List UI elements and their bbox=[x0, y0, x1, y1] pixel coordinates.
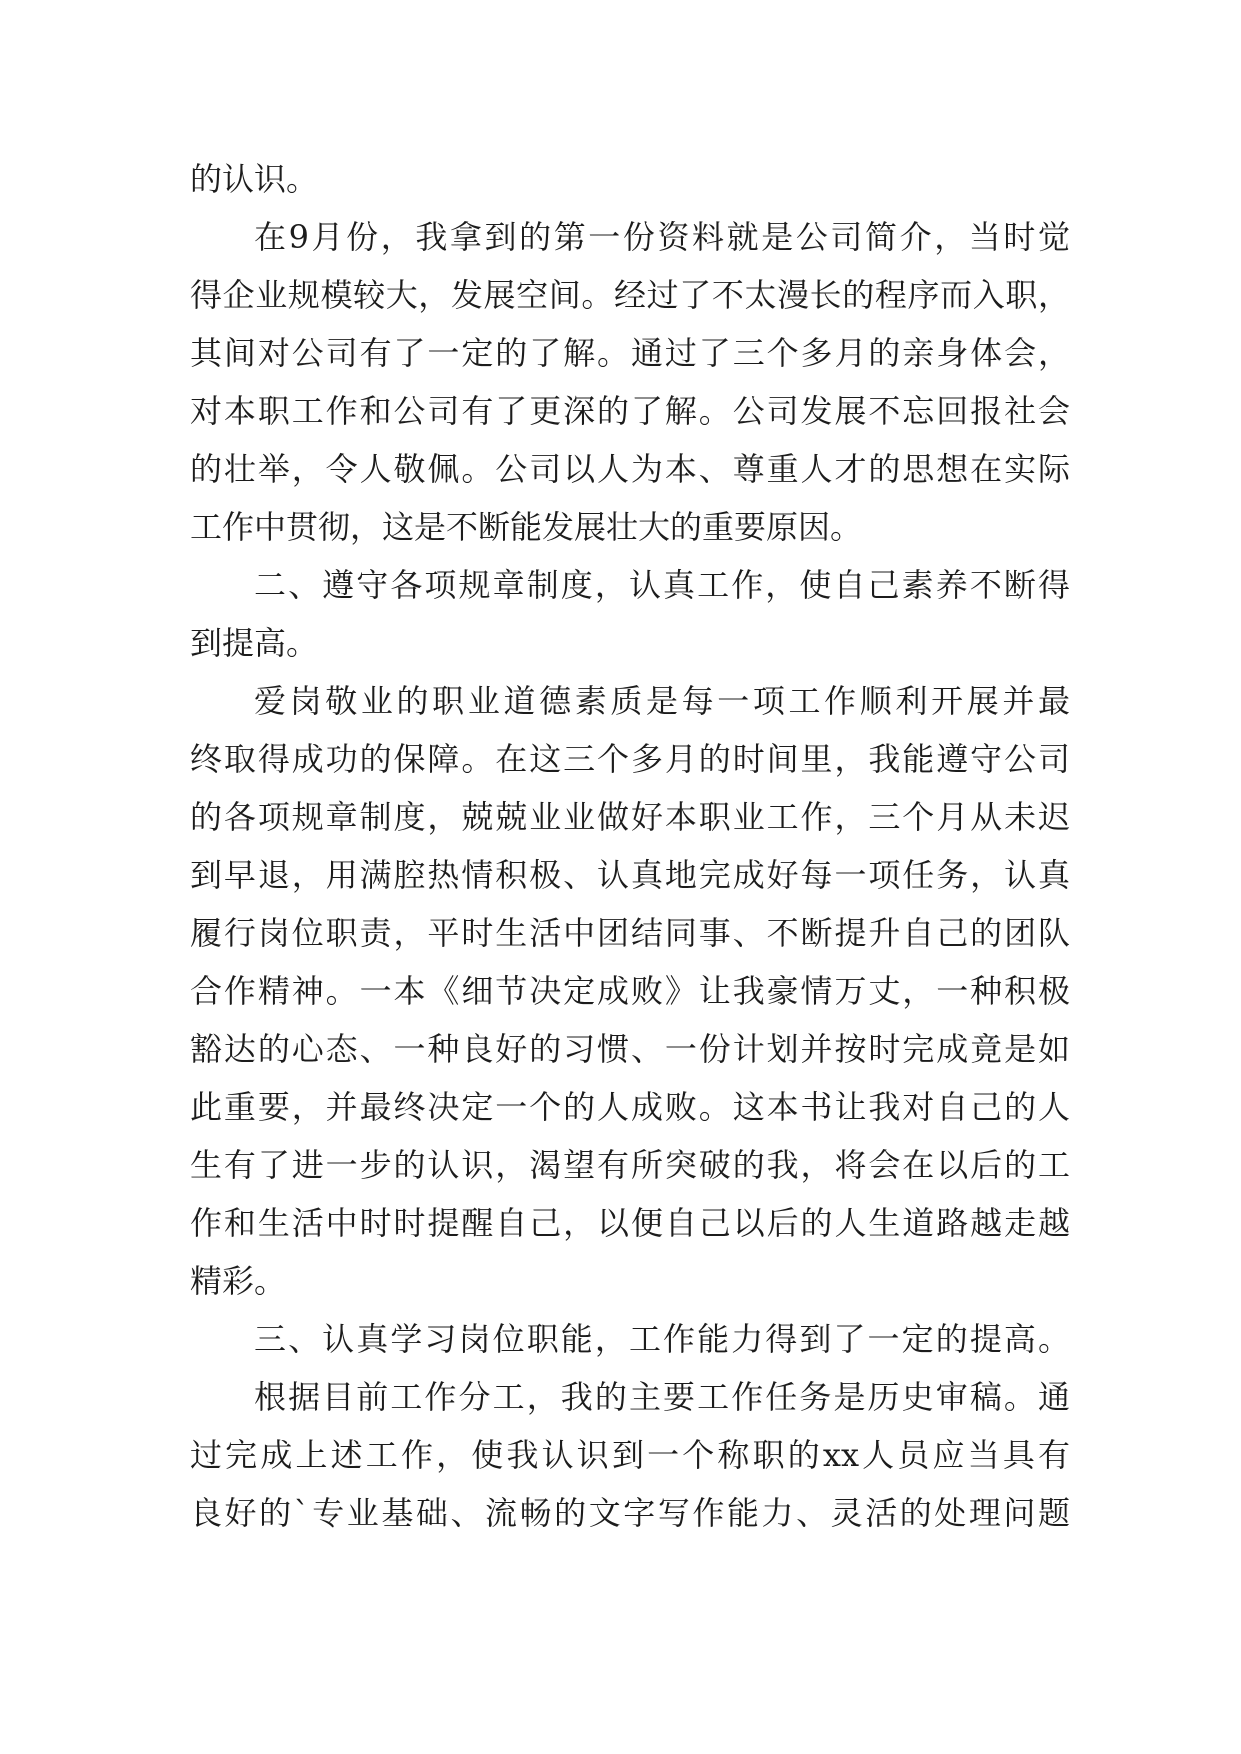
section-heading-2: 二、遵守各项规章制度，认真工作，使自己素养不断得 bbox=[254, 566, 1070, 604]
text-line: 的壮举，令人敬佩。公司以人为本、尊重人才的思想在实际 bbox=[190, 450, 1070, 488]
text-line: 的各项规章制度，兢兢业业做好本职业工作，三个月从未迟 bbox=[190, 798, 1070, 836]
text-line: 的认识。 bbox=[190, 160, 319, 198]
text-line: 作和生活中时时提醒自己，以便自己以后的人生道路越走越 bbox=[190, 1204, 1070, 1242]
section-heading-2-continued: 到提高。 bbox=[190, 624, 319, 662]
body-text bbox=[190, 150, 1070, 1542]
text-line: 工作中贯彻，这是不断能发展壮大的重要原因。 bbox=[190, 508, 863, 546]
text-line: 过完成上述工作，使我认识到一个称职的xx人员应当具有 bbox=[190, 1436, 1070, 1474]
text-line: 合作精神。一本《细节决定成败》让我豪情万丈，一种积极 bbox=[190, 972, 1070, 1010]
text-line: 到早退，用满腔热情积极、认真地完成好每一项任务，认真 bbox=[190, 856, 1070, 894]
paragraph-first-line: 在9月份，我拿到的第一份资料就是公司简介，当时觉 bbox=[254, 218, 1070, 256]
text-line: 良好的`专业基础、流畅的文字写作能力、灵活的处理问题 bbox=[190, 1494, 1070, 1532]
text-line: 精彩。 bbox=[190, 1262, 287, 1300]
text-line: 生有了进一步的认识，渴望有所突破的我，将会在以后的工 bbox=[190, 1146, 1070, 1184]
section-heading-3: 三、认真学习岗位职能，工作能力得到了一定的提高。 bbox=[254, 1320, 1070, 1358]
paragraph-first-line: 根据目前工作分工，我的主要工作任务是历史审稿。通 bbox=[254, 1378, 1070, 1416]
text-line: 对本职工作和公司有了更深的了解。公司发展不忘回报社会 bbox=[190, 392, 1070, 430]
text-line: 得企业规模较大，发展空间。经过了不太漫长的程序而入职， bbox=[190, 276, 1070, 314]
text-line: 此重要，并最终决定一个的人成败。这本书让我对自己的人 bbox=[190, 1088, 1070, 1126]
text-line: 终取得成功的保障。在这三个多月的时间里，我能遵守公司 bbox=[190, 740, 1070, 778]
text-line: 履行岗位职责，平时生活中团结同事、不断提升自己的团队 bbox=[190, 914, 1070, 952]
text-line: 豁达的心态、一种良好的习惯、一份计划并按时完成竟是如 bbox=[190, 1030, 1070, 1068]
text-line: 其间对公司有了一定的了解。通过了三个多月的亲身体会， bbox=[190, 334, 1070, 372]
paragraph-first-line: 爱岗敬业的职业道德素质是每一项工作顺利开展并最 bbox=[254, 682, 1070, 720]
